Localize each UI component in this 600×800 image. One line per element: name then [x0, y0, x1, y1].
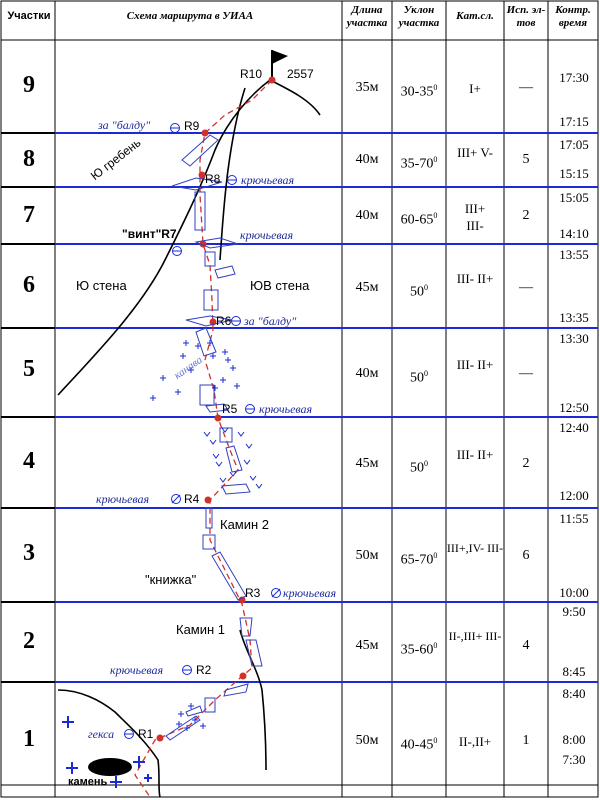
- length-cell: 45м: [355, 280, 379, 295]
- label-r8: R8: [205, 172, 221, 186]
- slope-cell: $50^0$: [410, 369, 428, 386]
- label-book: "книжка": [145, 572, 197, 587]
- label-south-ridge: Ю гребень: [88, 135, 144, 184]
- pitons-cell: 2: [522, 456, 530, 471]
- label-r2: R2: [196, 663, 212, 677]
- slope-cell: $40-45^0$: [400, 736, 438, 753]
- label-r8-note: крючьевая: [241, 173, 295, 187]
- time-top: 17:05: [559, 137, 589, 152]
- time-bottom: 13:35: [559, 310, 589, 325]
- section-number: 1: [23, 726, 35, 752]
- time-top: 11:55: [559, 511, 589, 526]
- slope-cell: $35-70^0$: [400, 155, 438, 172]
- length-cell: 40м: [355, 208, 379, 223]
- time-bottom: 8:00: [562, 732, 586, 747]
- time-top: 15:05: [559, 190, 589, 205]
- slope-cell: $50^0$: [410, 459, 428, 476]
- header-pitons: Исп. эл-тов: [506, 4, 546, 29]
- length-cell: 35м: [355, 80, 379, 95]
- length-cell: 50м: [355, 548, 379, 563]
- label-r4-note: крючьевая: [96, 492, 150, 506]
- slope-cell: $30-35^0$: [400, 83, 438, 100]
- section-number: 5: [23, 356, 35, 382]
- pitons-cell: —: [519, 80, 533, 95]
- length-cell: 45м: [355, 456, 379, 471]
- time-bottom: 10:00: [559, 585, 589, 600]
- header-length: Длина участка: [346, 4, 388, 29]
- time-top: 8:40: [562, 686, 586, 701]
- category-cell: III+ III-: [464, 201, 486, 233]
- section-number: 3: [23, 540, 35, 566]
- label-r6-note: за "балду": [244, 314, 297, 328]
- category-cell: III- II+: [456, 271, 494, 286]
- section-number: 8: [23, 146, 35, 172]
- time-bottom: 12:00: [559, 488, 589, 503]
- label-stone: камень: [68, 776, 108, 788]
- time-top: 13:55: [559, 247, 589, 262]
- pitons-cell: 5: [522, 152, 530, 167]
- length-cell: 50м: [355, 733, 379, 748]
- slope-cell: $60-65^0$: [400, 211, 438, 228]
- slope-cell: $65-70^0$: [400, 551, 438, 568]
- category-cell: II-,III+ III-: [448, 629, 502, 643]
- time-top: 13:30: [559, 331, 589, 346]
- time-bottom: 14:10: [559, 226, 589, 241]
- right-ridge-line: [270, 80, 320, 115]
- label-r9-note: за "балду": [98, 118, 151, 132]
- label-r3-note: крючьевая: [283, 586, 337, 600]
- category-cell: III- II+: [456, 357, 494, 372]
- category-cell: III+,IV- III-: [446, 541, 504, 555]
- label-r4: R4: [184, 492, 200, 506]
- label-r3: R3: [245, 586, 261, 600]
- label-chimney1: Камин 1: [176, 622, 226, 637]
- category-cell: I+: [469, 81, 481, 96]
- length-cell: 45м: [355, 638, 379, 653]
- length-cell: 40м: [355, 152, 379, 167]
- label-channel: канава: [172, 353, 205, 382]
- summit-flag-icon: [272, 50, 288, 80]
- pitons-cell: —: [519, 366, 533, 381]
- header-sections: Участки: [7, 10, 51, 22]
- label-chimney2: Камин 2: [220, 517, 270, 532]
- header-scheme: Схема маршрута в УИАА: [126, 10, 254, 22]
- time-bottom: 8:45: [562, 664, 586, 679]
- section-number: 7: [23, 202, 35, 228]
- label-r9: R9: [184, 119, 200, 133]
- label-r7-note: крючьевая: [240, 228, 294, 242]
- time-top: 12:40: [559, 420, 589, 435]
- lower-right-line: [240, 630, 266, 770]
- header-control: Контр. время: [555, 4, 591, 29]
- slope-cell: $35-60^0$: [400, 641, 438, 658]
- pitons-cell: —: [519, 280, 533, 295]
- category-cell: III+ V-: [457, 145, 493, 160]
- label-summit-height: 2557: [287, 67, 314, 81]
- category-cell: III- II+: [456, 447, 494, 462]
- pitons-cell: 2: [522, 208, 530, 223]
- pitons-cell: 1: [522, 733, 530, 748]
- label-se-wall: ЮВ стена: [250, 278, 310, 293]
- time-top: 9:50: [562, 604, 586, 619]
- label-south-wall: Ю стена: [76, 278, 127, 293]
- label-r2-note: крючьевая: [110, 663, 164, 677]
- section-number: 9: [23, 72, 35, 98]
- label-r5: R5: [222, 402, 238, 416]
- label-r7: "винт"R7: [122, 227, 177, 241]
- label-r10: R10: [240, 67, 263, 81]
- header-slope: Уклон участка: [398, 4, 440, 29]
- label-r1-note: гекса: [88, 727, 115, 741]
- stone-shape: [88, 758, 132, 776]
- section-number: 6: [23, 272, 35, 298]
- label-r6: R6: [216, 314, 232, 328]
- time-top: 17:30: [559, 70, 589, 85]
- label-r5-note: крючьевая: [259, 402, 313, 416]
- time-bottom: 12:50: [559, 400, 589, 415]
- category-cell: II-,II+: [458, 734, 492, 749]
- length-cell: 40м: [355, 366, 379, 381]
- header-category: Кат.сл.: [456, 10, 494, 22]
- pitons-cell: 6: [522, 548, 530, 563]
- section-number: 4: [23, 448, 35, 474]
- time-extra: 7:30: [562, 752, 586, 767]
- label-r1: R1: [138, 727, 154, 741]
- time-bottom: 17:15: [559, 114, 589, 129]
- pitons-cell: 4: [522, 638, 530, 653]
- slope-cell: $50^0$: [410, 283, 428, 300]
- time-bottom: 15:15: [559, 166, 589, 181]
- section-number: 2: [23, 628, 35, 654]
